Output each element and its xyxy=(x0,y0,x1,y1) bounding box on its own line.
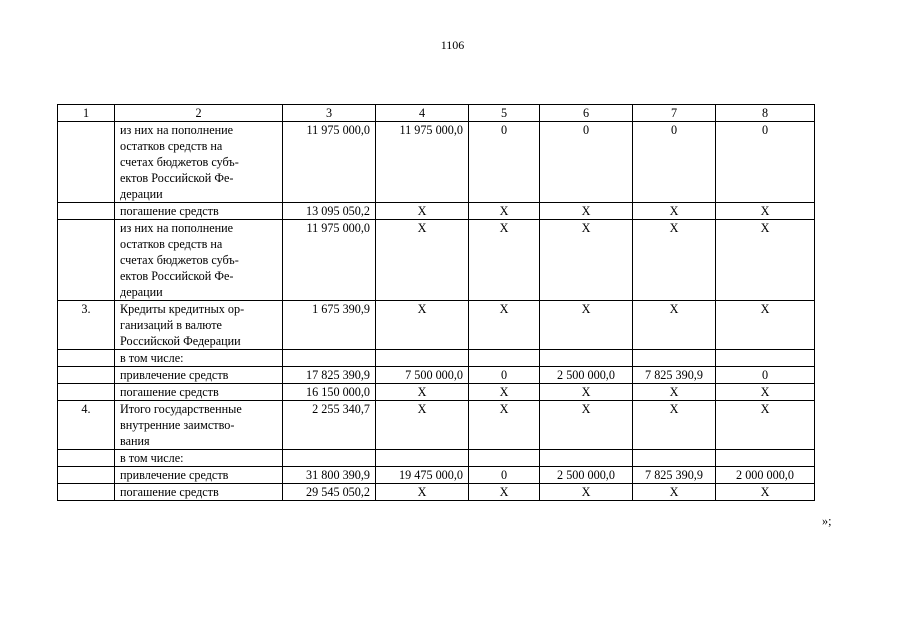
value-cell-col7: Х xyxy=(633,384,716,401)
value-cell-col3: 11 975 000,0 xyxy=(283,122,376,203)
row-label-line: ектов Российской Фе- xyxy=(120,269,234,283)
row-number-cell xyxy=(58,367,115,384)
closing-quote-mark: »; xyxy=(822,514,832,528)
value-cell-col3: 1 675 390,9 xyxy=(283,301,376,350)
row-label-cell xyxy=(115,350,283,367)
row-number-cell xyxy=(58,122,115,203)
row-label-line: погашение средств xyxy=(120,485,219,499)
value-cell-col8 xyxy=(716,450,815,467)
row-label-cell xyxy=(115,301,283,350)
value-cell-col7: Х xyxy=(633,484,716,501)
value-cell-col7: 0 xyxy=(633,122,716,203)
row-number-cell: 3. xyxy=(58,301,115,350)
row-label-line: из них на пополнение xyxy=(120,123,234,137)
value-cell-col4: Х xyxy=(376,384,469,401)
row-label-cell xyxy=(115,450,283,467)
row-label-line: ганизаций в валюте xyxy=(120,318,222,332)
table-row xyxy=(58,484,815,501)
row-label-cell xyxy=(115,122,283,203)
value-cell-col5 xyxy=(469,350,540,367)
row-label-line: счетах бюджетов субъ- xyxy=(120,253,239,267)
row-number-cell: 4. xyxy=(58,401,115,450)
row-label-line: дерации xyxy=(120,285,163,299)
value-cell-col7: Х xyxy=(633,203,716,220)
value-cell-col5: Х xyxy=(469,203,540,220)
value-cell-col4: 7 500 000,0 xyxy=(376,367,469,384)
value-cell-col8: 2 000 000,0 xyxy=(716,467,815,484)
table-row xyxy=(58,384,815,401)
value-cell-col3: 11 975 000,0 xyxy=(283,220,376,301)
value-cell-col4 xyxy=(376,450,469,467)
row-label-line: в том числе: xyxy=(120,351,184,365)
value-cell-col4: Х xyxy=(376,401,469,450)
value-cell-col5: 0 xyxy=(469,122,540,203)
row-label-line: в том числе: xyxy=(120,451,184,465)
borrowing-table xyxy=(57,104,815,501)
header-cell: 7 xyxy=(633,105,716,122)
value-cell-col4 xyxy=(376,350,469,367)
value-cell-col4: Х xyxy=(376,301,469,350)
table-row xyxy=(58,401,815,450)
header-cell: 6 xyxy=(540,105,633,122)
table-row xyxy=(58,467,815,484)
value-cell-col6: 2 500 000,0 xyxy=(540,467,633,484)
value-cell-col3: 13 095 050,2 xyxy=(283,203,376,220)
value-cell-col8: 0 xyxy=(716,122,815,203)
row-label-line: Кредиты кредитных ор- xyxy=(120,302,245,316)
value-cell-col3 xyxy=(283,350,376,367)
value-cell-col8: Х xyxy=(716,384,815,401)
table-row xyxy=(58,450,815,467)
row-label-line: привлечение средств xyxy=(120,468,229,482)
value-cell-col6 xyxy=(540,450,633,467)
row-label-cell xyxy=(115,220,283,301)
value-cell-col6: Х xyxy=(540,484,633,501)
table-header-row xyxy=(58,105,815,122)
table-row xyxy=(58,220,815,301)
value-cell-col3 xyxy=(283,450,376,467)
value-cell-col8: 0 xyxy=(716,367,815,384)
value-cell-col5: 0 xyxy=(469,367,540,384)
row-number-cell xyxy=(58,203,115,220)
row-number-cell xyxy=(58,450,115,467)
value-cell-col8: Х xyxy=(716,203,815,220)
value-cell-col4: Х xyxy=(376,203,469,220)
header-cell: 8 xyxy=(716,105,815,122)
row-label-line: внутренние заимство- xyxy=(120,418,235,432)
row-label-line: остатков средств на xyxy=(120,237,223,251)
value-cell-col7: 7 825 390,9 xyxy=(633,367,716,384)
row-label-line: дерации xyxy=(120,187,163,201)
header-cell: 3 xyxy=(283,105,376,122)
value-cell-col5: 0 xyxy=(469,467,540,484)
row-label-line: Российской Федерации xyxy=(120,334,241,348)
row-label-cell xyxy=(115,484,283,501)
value-cell-col3: 17 825 390,9 xyxy=(283,367,376,384)
row-number-cell xyxy=(58,484,115,501)
value-cell-col5: Х xyxy=(469,220,540,301)
value-cell-col5: Х xyxy=(469,384,540,401)
value-cell-col4: 11 975 000,0 xyxy=(376,122,469,203)
header-cell: 5 xyxy=(469,105,540,122)
value-cell-col6 xyxy=(540,350,633,367)
value-cell-col8: Х xyxy=(716,484,815,501)
row-label-line: из них на пополнение xyxy=(120,221,234,235)
row-label-cell xyxy=(115,467,283,484)
value-cell-col6: Х xyxy=(540,401,633,450)
value-cell-col4: 19 475 000,0 xyxy=(376,467,469,484)
value-cell-col3: 31 800 390,9 xyxy=(283,467,376,484)
row-label-cell xyxy=(115,367,283,384)
value-cell-col7 xyxy=(633,350,716,367)
row-number-cell xyxy=(58,220,115,301)
value-cell-col7: Х xyxy=(633,301,716,350)
row-label-line: счетах бюджетов субъ- xyxy=(120,155,239,169)
value-cell-col7: Х xyxy=(633,401,716,450)
row-label-line: привлечение средств xyxy=(120,368,229,382)
header-cell: 1 xyxy=(58,105,115,122)
table-row xyxy=(58,367,815,384)
row-label-line: погашение средств xyxy=(120,204,219,218)
value-cell-col3: 2 255 340,7 xyxy=(283,401,376,450)
value-cell-col5: Х xyxy=(469,484,540,501)
value-cell-col4: Х xyxy=(376,484,469,501)
value-cell-col5: Х xyxy=(469,401,540,450)
row-label-cell xyxy=(115,401,283,450)
value-cell-col7 xyxy=(633,450,716,467)
value-cell-col6: Х xyxy=(540,384,633,401)
value-cell-col8 xyxy=(716,350,815,367)
row-label-cell xyxy=(115,203,283,220)
value-cell-col4: Х xyxy=(376,220,469,301)
value-cell-col8: Х xyxy=(716,301,815,350)
row-label-line: ектов Российской Фе- xyxy=(120,171,234,185)
value-cell-col6: 0 xyxy=(540,122,633,203)
table-row xyxy=(58,301,815,350)
header-cell: 2 xyxy=(115,105,283,122)
value-cell-col8: Х xyxy=(716,401,815,450)
value-cell-col6: Х xyxy=(540,220,633,301)
value-cell-col6: Х xyxy=(540,203,633,220)
value-cell-col8: Х xyxy=(716,220,815,301)
value-cell-col3: 16 150 000,0 xyxy=(283,384,376,401)
row-label-line: погашение средств xyxy=(120,385,219,399)
row-label-cell xyxy=(115,384,283,401)
table-row xyxy=(58,122,815,203)
row-label-line: остатков средств на xyxy=(120,139,223,153)
row-label-line: Итого государственные xyxy=(120,402,242,416)
row-number-cell xyxy=(58,467,115,484)
page-number: 1106 xyxy=(440,38,465,52)
table-row xyxy=(58,203,815,220)
table-row xyxy=(58,350,815,367)
value-cell-col6: 2 500 000,0 xyxy=(540,367,633,384)
value-cell-col6: Х xyxy=(540,301,633,350)
value-cell-col3: 29 545 050,2 xyxy=(283,484,376,501)
row-number-cell xyxy=(58,350,115,367)
value-cell-col7: Х xyxy=(633,220,716,301)
value-cell-col5 xyxy=(469,450,540,467)
row-number-cell xyxy=(58,384,115,401)
value-cell-col7: 7 825 390,9 xyxy=(633,467,716,484)
header-cell: 4 xyxy=(376,105,469,122)
row-label-line: вания xyxy=(120,434,150,448)
value-cell-col5: Х xyxy=(469,301,540,350)
